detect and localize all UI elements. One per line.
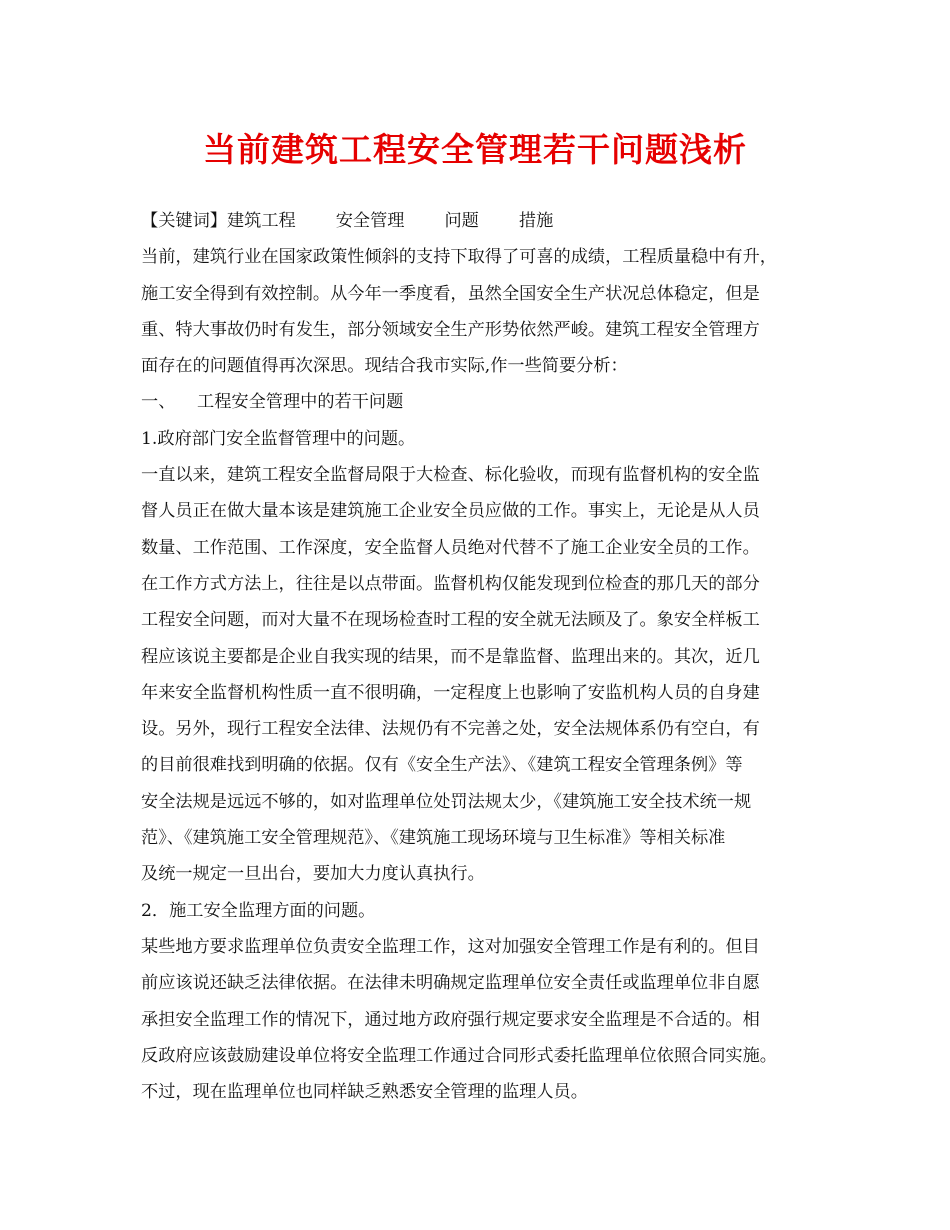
keyword: 安全管理 [335,211,405,231]
text-line: 某些地方要求监理单位负责安全监理工作，这对加强安全管理工作是有利的。但目 [141,936,760,957]
text-line: 及统一规定一旦出台，要加大力度认真执行。 [141,864,485,885]
text-line: 范》、《建筑施工安全管理规范》、《建筑施工现场环境与卫生标准》等相关标准 [141,828,726,849]
keywords-label: 【关键词】 [141,211,227,231]
text-line: 前应该说还缺乏法律依据。在法律未明确规定监理单位安全责任或监理单位非自愿 [141,973,760,994]
document-body [141,203,841,1110]
text-line: 承担安全监理工作的情况下，通过地方政府强行规定要求安全监理是不合适的。相 [141,1009,760,1030]
text-line: 不过，现在监理单位也同样缺乏熟悉安全管理的监理人员。 [141,1082,588,1103]
text-line: 安全法规是远远不够的，如对监理单位处罚法规太少，《建筑施工安全技术统一规 [141,791,752,812]
text-line: 数量、工作范围、工作深度，安全监督人员绝对代替不了施工企业安全员的工作。 [141,537,760,558]
text-line: 年来安全监督机构性质一直不很明确，一定程度上也影响了安监机构人员的自身建 [141,682,760,703]
text-line: 面存在的问题值得再次深思。现结合我市实际,作一些简要分析： [141,356,628,377]
text-line: 一直以来，建筑工程安全监督局限于大检查、标化验收，而现有监督机构的安全监 [141,465,760,486]
keyword: 问题 [444,211,479,231]
subsection-heading: 2．施工安全监理方面的问题。 [141,900,376,921]
keyword: 措施 [518,211,554,231]
text-line: 反政府应该鼓励建设单位将安全监理工作通过合同形式委托监理单位依照合同实施。 [141,1045,777,1066]
text-line: 督人员正在做大量本该是建筑施工企业安全员应做的工作。事实上，无论是从人员 [141,501,760,522]
keywords-line [141,203,841,239]
text-line: 施工安全得到有效控制。从今年一季度看，虽然全国安全生产状况总体稳定，但是 [141,283,760,304]
text-line: 设。另外，现行工程安全法律、法规仍有不完善之处，安全法规体系仍有空白，有 [141,719,760,740]
section-heading [141,384,841,420]
subsection-paragraph [141,457,841,893]
text-line: 的目前很难找到明确的依据。仅有《安全生产法》、《建筑工程安全管理条例》等 [141,755,743,776]
keyword: 建筑工程 [226,211,296,231]
subsection-heading: 1.政府部门安全监督管理中的问题。 [141,428,416,449]
intro-paragraph [141,239,841,384]
subsection-paragraph [141,929,841,1110]
text-line: 当前，建筑行业在国家政策性倾斜的支持下取得了可喜的成绩，工程质量稳中有升， [141,247,777,268]
document-title: 当前建筑工程安全管理若干问题浅析 [203,130,747,169]
text-line: 重、特大事故仍时有发生，部分领域安全生产形势依然严峻。建筑工程安全管理方 [141,319,760,340]
text-line: 工程安全问题，而对大量不在现场检查时工程的安全就无法顾及了。象安全样板工 [141,610,760,631]
text-line: 程应该说主要都是企业自我实现的结果，而不是靠监督、监理出来的。其次，近几 [141,646,760,667]
section-title: 工程安全管理中的若干问题 [197,392,404,413]
section-number: 一、 [141,392,176,413]
text-line: 在工作方式方法上，往往是以点带面。监督机构仅能发现到位检查的那几天的部分 [141,573,760,594]
